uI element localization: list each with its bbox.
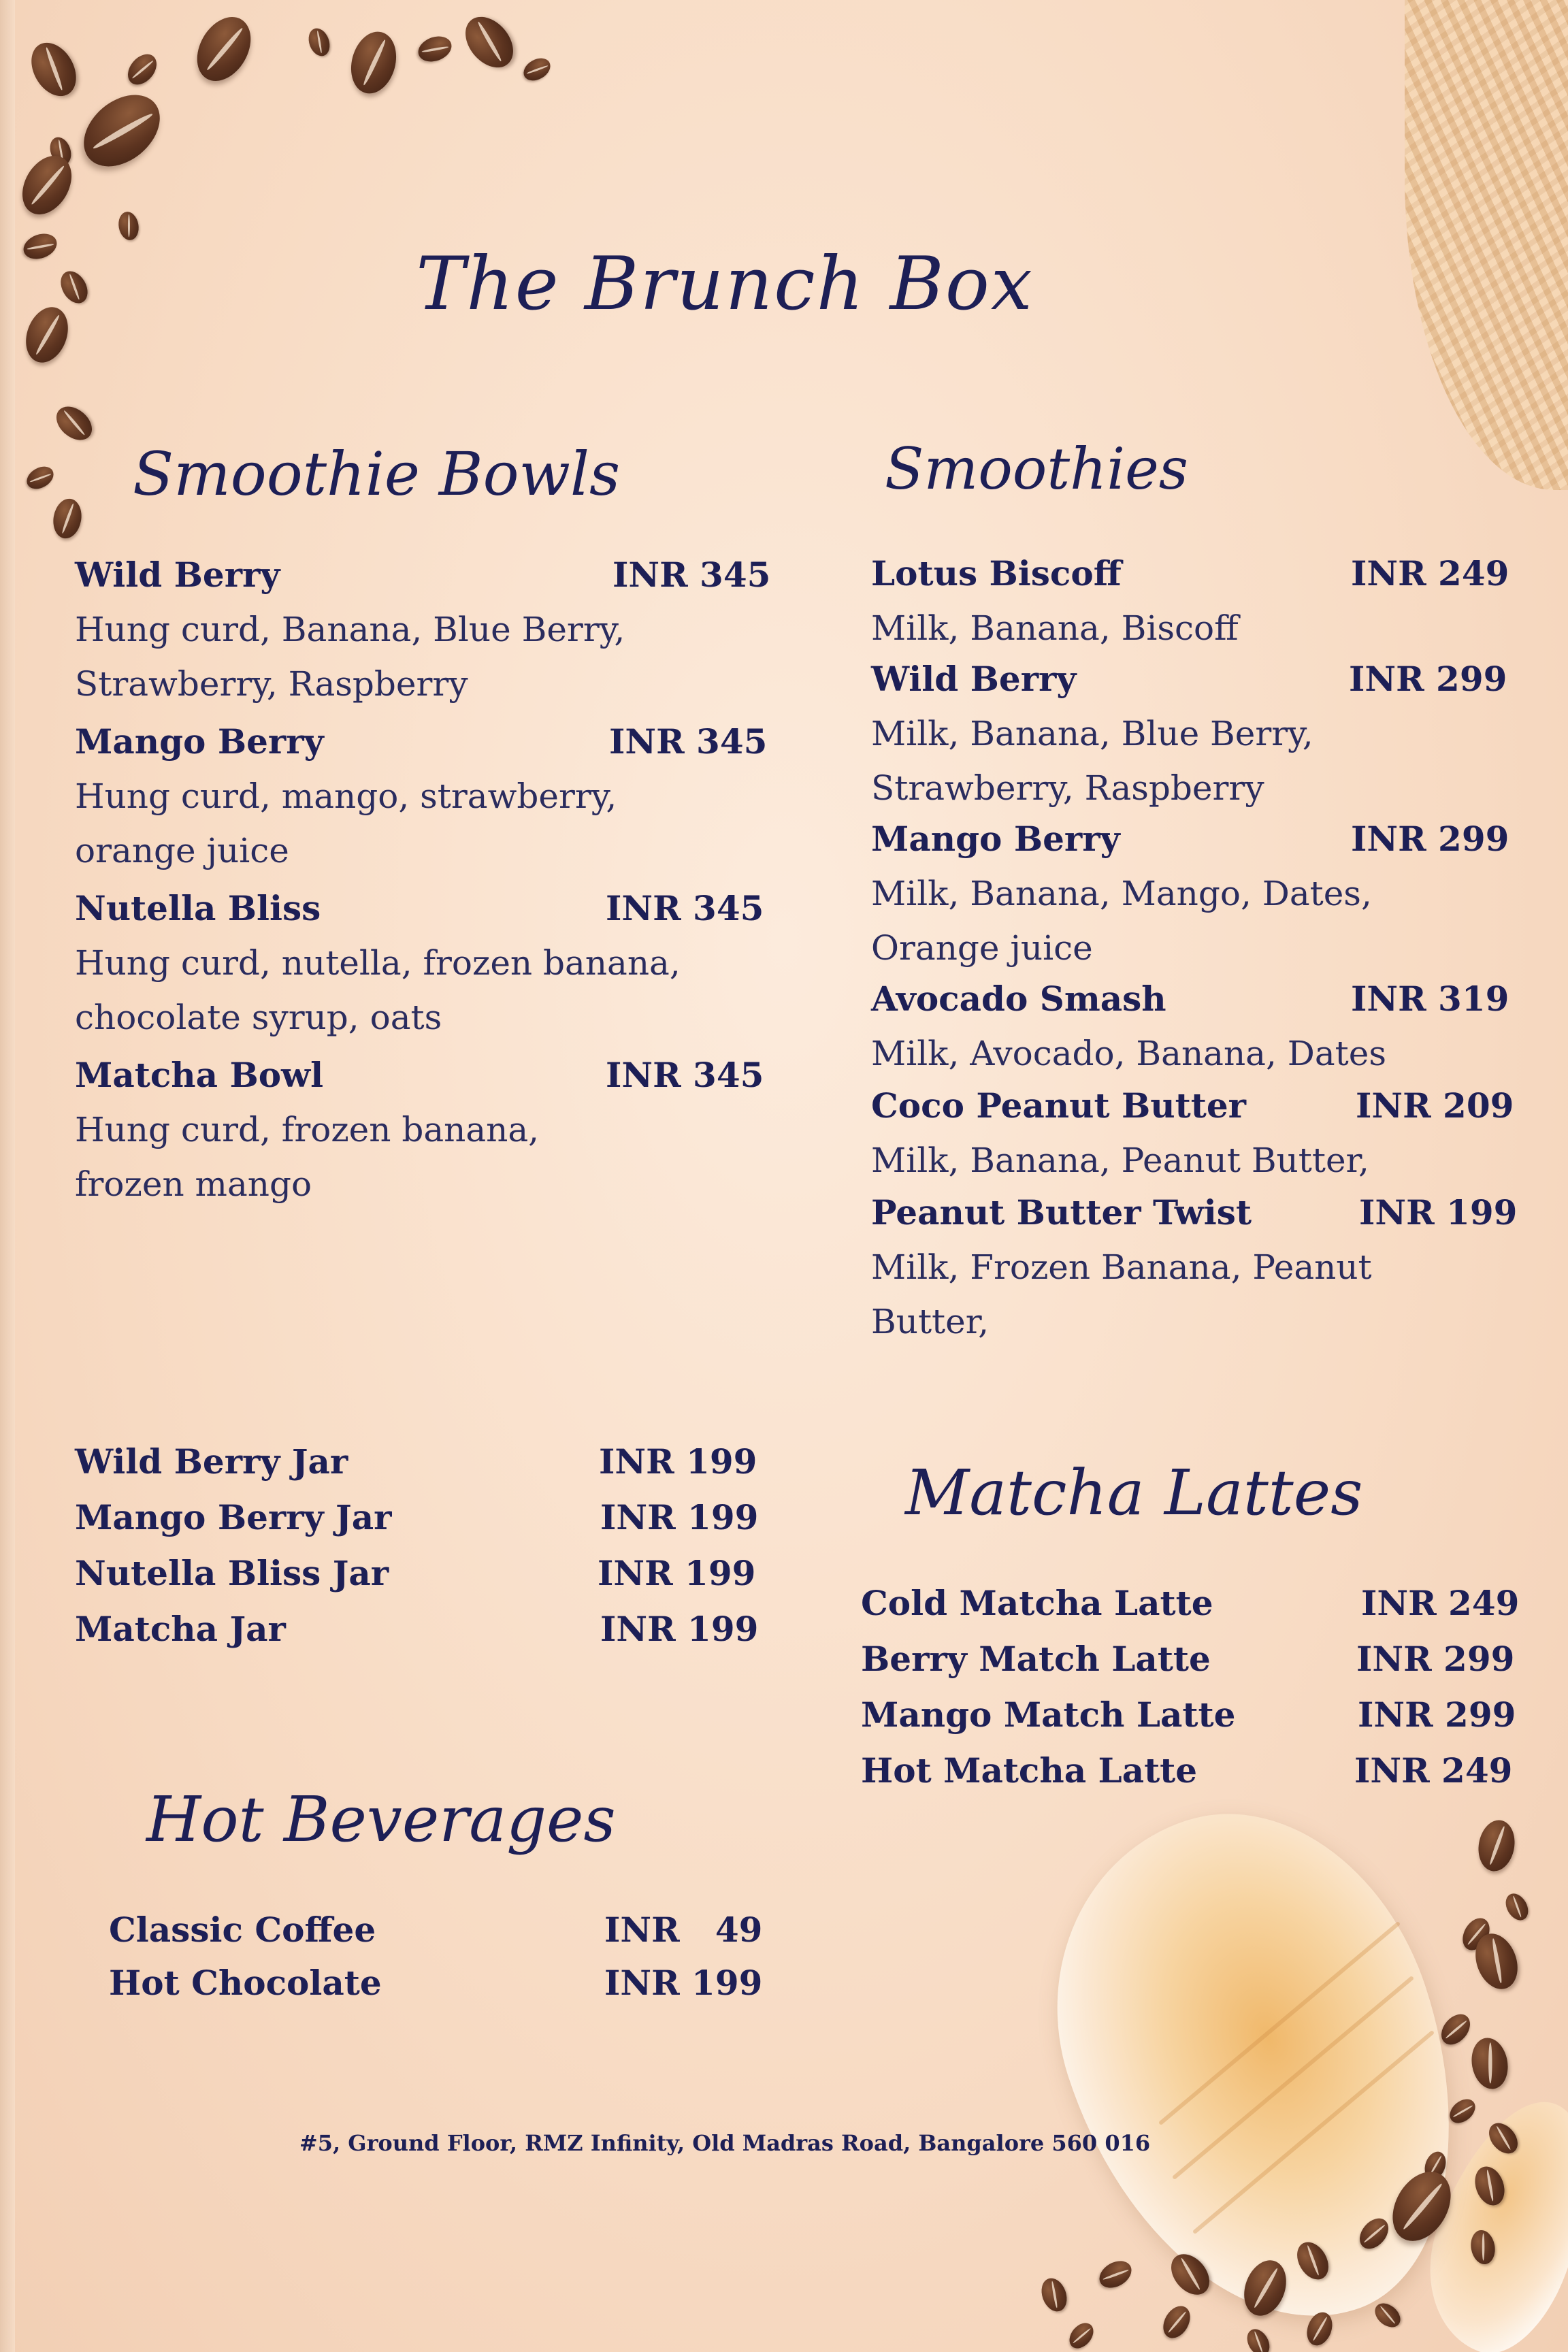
- item-name: Matcha Bowl: [75, 1055, 324, 1095]
- item-description: frozen mango: [75, 1164, 312, 1204]
- item-name: Nutella Bliss Jar: [75, 1553, 389, 1593]
- menu-item: [871, 1079, 1514, 1188]
- item-price: INR 199: [598, 1553, 756, 1593]
- coffee-bean-icon: [70, 80, 174, 181]
- coffee-bean-icon: [1501, 1890, 1533, 1925]
- coffee-bean-icon: [12, 147, 81, 223]
- item-description: Hung curd, nutella, frozen banana,: [75, 943, 681, 983]
- jar-item: [75, 1602, 759, 1656]
- coffee-bean-icon: [520, 54, 555, 85]
- item-price: INR 345: [612, 555, 771, 595]
- item-price: INR 199: [600, 1497, 759, 1537]
- coffee-bean-icon: [23, 462, 58, 493]
- menu-item: [75, 1048, 764, 1211]
- coffee-bean-icon: [186, 7, 262, 91]
- item-price: INR 345: [609, 721, 768, 762]
- menu-item: [75, 881, 764, 1045]
- hot-beverage-item: [109, 1956, 763, 2010]
- item-description: orange juice: [75, 831, 289, 870]
- page-edge-shadow: [0, 0, 15, 2352]
- menu-item: [871, 812, 1509, 975]
- item-name: Mango Match Latte: [861, 1695, 1236, 1735]
- item-description: Strawberry, Raspberry: [871, 768, 1264, 808]
- item-name: Coco Peanut Butter: [871, 1085, 1246, 1126]
- item-price: INR 299: [1349, 659, 1507, 699]
- item-description: Milk, Frozen Banana, Peanut: [871, 1247, 1372, 1287]
- item-description: chocolate syrup, oats: [75, 998, 442, 1037]
- address: #5, Ground Floor, RMZ Infinity, Old Madras Road, Bangalore 560 016: [299, 2130, 1151, 2156]
- item-name: Classic Coffee: [109, 1910, 376, 1950]
- item-description: Butter,: [871, 1302, 990, 1341]
- item-price: INR 49: [604, 1910, 763, 1950]
- item-price: INR 199: [1359, 1192, 1518, 1232]
- menu-item: [871, 546, 1509, 655]
- coffee-bean-icon: [116, 210, 141, 242]
- menu-item: [871, 1186, 1518, 1349]
- item-name: Avocado Smash: [871, 979, 1166, 1019]
- jar-item: [75, 1435, 757, 1489]
- coffee-bean-icon: [122, 49, 162, 91]
- coffee-bean-icon: [456, 7, 523, 77]
- item-price: INR 345: [606, 888, 764, 928]
- item-name: Mango Berry: [871, 819, 1120, 859]
- coffee-bean-icon: [50, 497, 84, 541]
- jar-item: [75, 1490, 759, 1545]
- section-heading-matcha-lattes: Matcha Lattes: [905, 1456, 1363, 1529]
- item-name: Lotus Biscoff: [871, 553, 1122, 593]
- menu-item: [871, 652, 1507, 815]
- seashell-decoration: [1062, 1797, 1484, 2341]
- item-name: Mango Berry Jar: [75, 1497, 392, 1537]
- item-description: Hung curd, frozen banana,: [75, 1110, 540, 1149]
- item-description: Strawberry, Raspberry: [75, 664, 468, 704]
- menu-item: [871, 972, 1509, 1081]
- item-price: INR 299: [1356, 1639, 1515, 1679]
- hot-beverage-item: [109, 1903, 763, 1957]
- latte-item: [861, 1744, 1513, 1798]
- item-name: Wild Berry: [75, 555, 280, 595]
- coffee-bean-icon: [50, 400, 98, 447]
- latte-item: [861, 1688, 1516, 1742]
- menu-item: [75, 715, 768, 878]
- coffee-bean-icon: [305, 25, 333, 59]
- coffee-bean-icon: [344, 27, 403, 99]
- item-description: Hung curd, Banana, Blue Berry,: [75, 610, 625, 649]
- coffee-bean-icon: [22, 35, 85, 104]
- item-description: Milk, Banana, Peanut Butter,: [871, 1141, 1369, 1180]
- item-name: Peanut Butter Twist: [871, 1192, 1252, 1232]
- section-heading-hot-beverages: Hot Beverages: [146, 1783, 616, 1856]
- latte-item: [861, 1576, 1520, 1631]
- item-name: Mango Berry: [75, 721, 324, 762]
- item-description: Milk, Avocado, Banana, Dates: [871, 1034, 1387, 1073]
- item-description: Hung curd, mango, strawberry,: [75, 777, 617, 816]
- item-name: Wild Berry: [871, 659, 1077, 699]
- item-price: INR 299: [1351, 819, 1509, 859]
- item-description: Orange juice: [871, 928, 1093, 968]
- item-description: Milk, Banana, Biscoff: [871, 608, 1239, 648]
- item-price: INR 209: [1356, 1085, 1514, 1126]
- menu-title: The Brunch Box: [416, 242, 1034, 327]
- section-heading-smoothie-bowls: Smoothie Bowls: [133, 439, 621, 509]
- item-name: Wild Berry Jar: [75, 1441, 348, 1482]
- item-name: Berry Match Latte: [861, 1639, 1211, 1679]
- item-name: Nutella Bliss: [75, 888, 321, 928]
- item-description: Milk, Banana, Mango, Dates,: [871, 874, 1372, 913]
- item-price: INR 299: [1358, 1695, 1516, 1735]
- coffee-bean-icon: [414, 32, 455, 66]
- latte-item: [861, 1632, 1515, 1686]
- section-heading-smoothies: Smoothies: [885, 436, 1188, 502]
- item-price: INR 199: [600, 1609, 759, 1649]
- item-price: INR 249: [1354, 1750, 1513, 1791]
- item-price: INR 199: [599, 1441, 757, 1482]
- item-price: INR 319: [1351, 979, 1509, 1019]
- item-name: Cold Matcha Latte: [861, 1583, 1213, 1623]
- item-price: INR 345: [606, 1055, 764, 1095]
- item-name: Hot Chocolate: [109, 1963, 382, 2003]
- item-price: INR 199: [604, 1963, 763, 2003]
- item-name: Matcha Jar: [75, 1609, 286, 1649]
- jar-item: [75, 1546, 756, 1601]
- item-price: INR 249: [1351, 553, 1509, 593]
- item-name: Hot Matcha Latte: [861, 1750, 1198, 1791]
- item-price: INR 249: [1361, 1583, 1520, 1623]
- item-description: Milk, Banana, Blue Berry,: [871, 714, 1313, 753]
- menu-item: [75, 548, 771, 711]
